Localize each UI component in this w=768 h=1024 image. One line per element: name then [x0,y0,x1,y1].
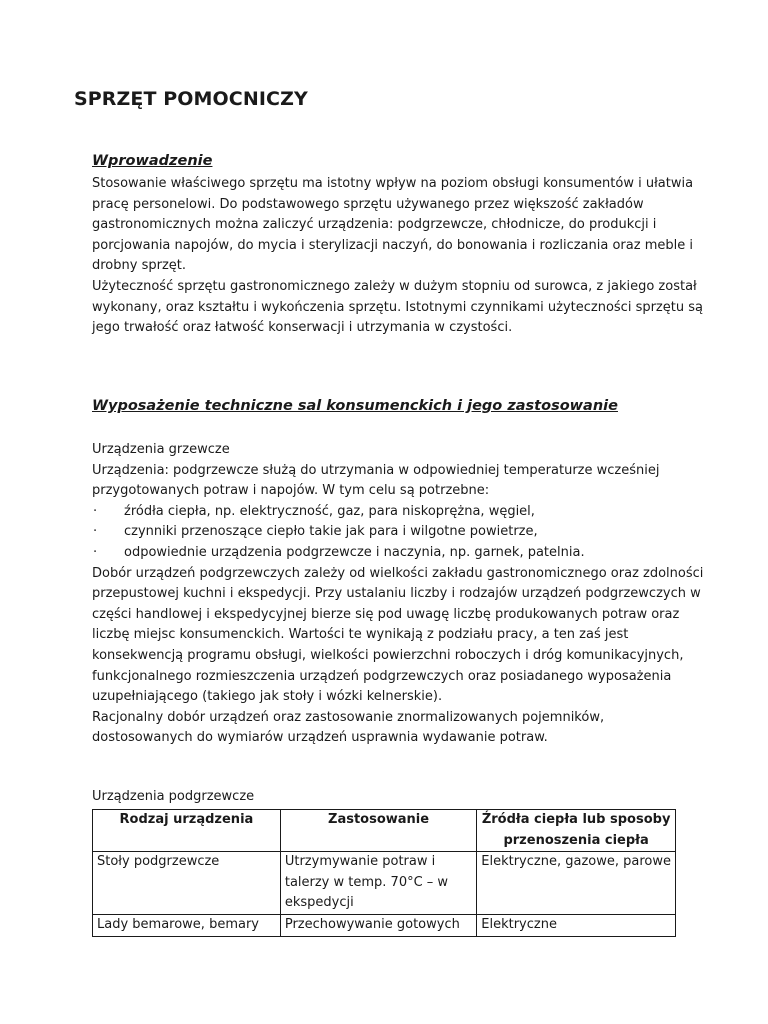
cell-heat-source: Elektryczne [477,914,676,936]
header-line: przenoszenia ciepła [503,832,649,848]
column-header-heat-source [477,810,676,852]
equipment-paragraph [92,440,704,749]
cell-device-type: Stoły podgrzewcze [93,852,281,915]
body-line: przepustowej kuchni i ekspedycji. Przy ustalaniu liczby i rodzajów urządzeń podgrzewczych w [92,586,701,602]
table-header-row [93,810,676,852]
body-line: liczbę miejsc konsumenckich. Wartości te wynikają z podziału pracy, a ten zaś jest [92,627,629,643]
body-line: Racjonalny dobór urządzeń oraz zastosowanie znormalizowanych pojemników, [92,709,605,725]
subheading-heating-devices: Urządzenia grzewcze [92,442,230,457]
column-header-application: Zastosowanie [280,810,476,852]
section-heading-equipment: Wyposażenie techniczne sal konsumenckich i jego zastosowanie [92,398,618,414]
cell-line: Utrzymywanie potraw i [284,854,436,870]
body-line: Urządzenia: podgrzewcze służą do utrzymania w odpowiedniej temperaturze wcześniej [92,462,660,478]
heating-devices-table [92,809,676,937]
cell-heat-source: Elektryczne, gazowe, parowe [477,852,676,915]
intro-paragraph [92,174,703,339]
cell-device-type: Lady bemarowe, bemary [93,914,281,936]
cell-line: talerzy w temp. 70°C – w [284,874,449,890]
column-header-device-type: Rodzaj urządzenia [93,810,281,852]
intro-line: Użyteczność sprzętu gastronomicznego zależy w dużym stopniu od surowca, z jakiego został [92,278,697,294]
body-line: części handlowej i ekspedycyjnej bierze się pod uwagę liczbę produkowanych potraw oraz [92,606,680,622]
cell-line: Przechowywanie gotowych [284,916,460,932]
cell-line: ekspedycji [284,895,354,911]
body-line: uzupełniającego (takiego jak stoły i wózki kelnerskie). [92,689,443,705]
intro-line: gastronomicznych można zaliczyć urządzenia: podgrzewcze, chłodnicze, do produkcji i [92,217,657,233]
body-line: Dobór urządzeń podgrzewczych zależy od wielkości zakładu gastronomicznego oraz zdolności [92,565,704,581]
body-line: dostosowanych do wymiarów urządzeń usprawnia wydawanie potraw. [92,730,548,746]
list-item [92,522,682,543]
intro-line: pracę personelowi. Do podstawowego sprzętu używanego przez większość zakładów [92,196,644,212]
intro-line: porcjowania napojów, do mycia i sterylizacji naczyń, do bonowania i rozliczania oraz meble i [92,237,693,253]
cell-application [280,914,476,936]
intro-line: Stosowanie właściwego sprzętu ma istotny wpływ na poziom obsługi konsumentów i ułatwia [92,176,694,191]
table-caption: Urządzenia podgrzewcze [92,789,255,804]
intro-heading: Wprowadzenie [92,153,213,169]
bullet-mark: · [93,524,98,540]
list-item [92,543,682,564]
list-item-text: źródła ciepła, np. elektryczność, gaz, para niskoprężna, węgiel, [124,503,535,519]
list-item [92,502,682,523]
list-item-text: czynniki przenoszące ciepło takie jak para i wilgotne powietrze, [124,524,538,540]
document-title: SPRZĘT POMOCNICZY [74,88,308,110]
table-row [93,914,676,936]
intro-line: wykonany, oraz kształtu i wykończenia sprzętu. Istotnymi czynnikami użyteczności sprzętu są [92,299,703,315]
table-row [93,852,676,915]
cell-application [280,852,476,915]
bullet-mark: · [93,544,98,560]
body-line: konsekwencją programu obsługi, wielkości powierzchni roboczych i dróg komunikacyjnych, [92,647,684,663]
body-line: przygotowanych potraw i napojów. W tym celu są potrzebne: [92,483,490,499]
list-item-text: odpowiednie urządzenia podgrzewcze i naczynia, np. garnek, patelnia. [124,544,585,560]
intro-line: drobny sprzęt. [92,258,187,274]
body-line: funkcjonalnego rozmieszczenia urządzeń podgrzewczych oraz posiadanego wyposażenia [92,668,672,684]
intro-line: jego trwałość oraz łatwość konserwacji i utrzymania w czystości. [92,320,513,336]
header-line: Źródła ciepła lub sposoby [481,812,671,827]
bullet-mark: · [93,503,98,519]
